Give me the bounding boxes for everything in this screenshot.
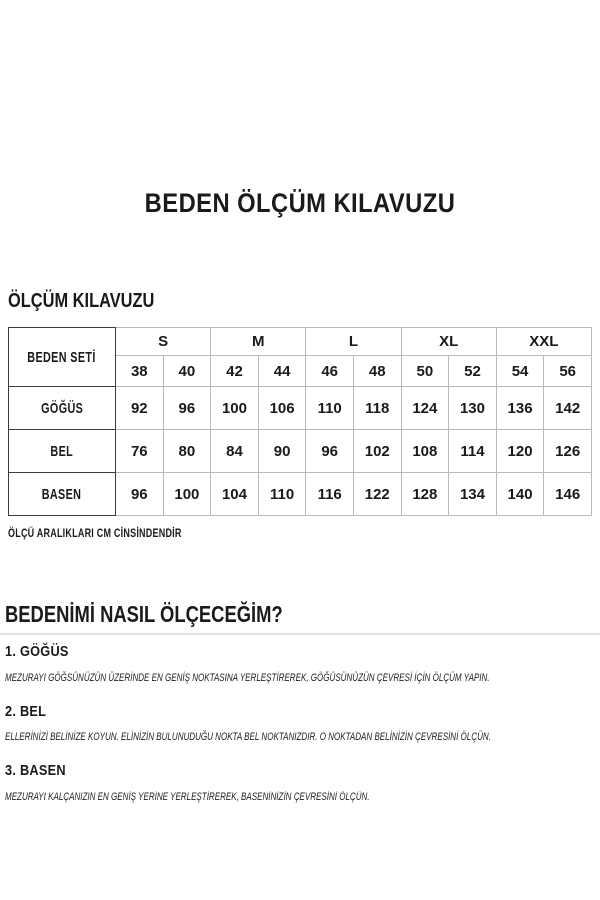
- measure-value-cell: 140: [496, 473, 544, 516]
- measure-value-cell: 104: [211, 473, 259, 516]
- table-row-size-letters: [9, 328, 592, 356]
- measure-value-cell: 130: [449, 387, 497, 430]
- size-cell: 54: [496, 356, 544, 387]
- measurement-guide-heading: ÖLÇÜM KILAVUZU: [8, 290, 155, 312]
- size-group-xl: XL: [401, 328, 496, 356]
- step-title-waist: 2. BEL: [5, 703, 47, 720]
- measure-value-cell: 100: [211, 387, 259, 430]
- size-cell: 46: [306, 356, 354, 387]
- table-row-chest: [9, 387, 592, 430]
- size-table: [8, 327, 592, 516]
- measure-value-cell: 120: [496, 430, 544, 473]
- measure-value-cell: 122: [353, 473, 401, 516]
- step-text-hips: MEZURAYI KALÇANIZIN EN GENİŞ YERİNE YERLEŞTİREREK, BASENİNİZİN ÇEVRESİNİ ÖLÇÜN.: [5, 791, 370, 803]
- how-to-measure-heading: BEDENİMİ NASIL ÖLÇECEĞİM?: [5, 601, 283, 627]
- size-cell: 40: [163, 356, 211, 387]
- measure-value-cell: 126: [544, 430, 592, 473]
- size-group-m: M: [211, 328, 306, 356]
- measure-value-cell: 96: [116, 473, 164, 516]
- step-title-hips: 3. BASEN: [5, 762, 66, 779]
- row-label-text: BASEN: [42, 485, 82, 503]
- measure-value-cell: 84: [211, 430, 259, 473]
- measure-value-cell: 80: [163, 430, 211, 473]
- measure-value-cell: 136: [496, 387, 544, 430]
- section-divider: [0, 633, 600, 635]
- size-cell: 50: [401, 356, 449, 387]
- table-row-hips: [9, 473, 592, 516]
- measure-value-cell: 92: [116, 387, 164, 430]
- size-group-s: S: [116, 328, 211, 356]
- page-title: BEDEN ÖLÇÜM KILAVUZU: [144, 188, 456, 218]
- table-row-waist: [9, 430, 592, 473]
- size-cell: 48: [353, 356, 401, 387]
- measure-value-cell: 116: [306, 473, 354, 516]
- measure-value-cell: 100: [163, 473, 211, 516]
- measure-value-cell: 128: [401, 473, 449, 516]
- measure-value-cell: 118: [353, 387, 401, 430]
- corner-label: BEDEN SETİ: [27, 348, 97, 366]
- size-group-xxl: XXL: [496, 328, 591, 356]
- size-cell: 42: [211, 356, 259, 387]
- measure-row-label: [9, 430, 116, 473]
- measure-value-cell: 134: [449, 473, 497, 516]
- measure-value-cell: 110: [258, 473, 306, 516]
- measure-value-cell: 76: [116, 430, 164, 473]
- measure-row-label: [9, 387, 116, 430]
- unit-note: ÖLÇÜ ARALIKLARI CM CİNSİNDENDİR: [8, 526, 182, 540]
- table-corner-header: [9, 328, 116, 387]
- measure-value-cell: 106: [258, 387, 306, 430]
- measure-value-cell: 96: [306, 430, 354, 473]
- measure-value-cell: 142: [544, 387, 592, 430]
- step-title-chest: 1. GÖĞÜS: [5, 643, 69, 660]
- size-cell: 44: [258, 356, 306, 387]
- measure-value-cell: 124: [401, 387, 449, 430]
- row-label-text: GÖĞÜS: [40, 399, 84, 417]
- measure-value-cell: 114: [449, 430, 497, 473]
- size-cell: 52: [449, 356, 497, 387]
- size-group-l: L: [306, 328, 401, 356]
- row-label-text: BEL: [50, 442, 74, 460]
- size-cell: 56: [544, 356, 592, 387]
- measure-value-cell: 102: [353, 430, 401, 473]
- step-text-waist: ELLERİNİZİ BELİNİZE KOYUN. ELİNİZİN BULUNUDUĞU NOKTA BEL NOKTANIZDIR. O NOKTADAN BELİNİZİN ÇEVRESİNİ ÖLÇÜN.: [5, 731, 491, 743]
- measure-value-cell: 90: [258, 430, 306, 473]
- measure-row-label: [9, 473, 116, 516]
- measure-value-cell: 108: [401, 430, 449, 473]
- step-text-chest: MEZURAYI GÖĞSÜNÜZÜN ÜZERİNDE EN GENİŞ NOKTASINA YERLEŞTİREREK, GÖĞÜSÜNÜZÜN ÇEVRESİ İÇİN ÖLÇÜM YAPIN.: [5, 672, 490, 684]
- measure-value-cell: 96: [163, 387, 211, 430]
- measure-value-cell: 146: [544, 473, 592, 516]
- measure-value-cell: 110: [306, 387, 354, 430]
- size-cell: 38: [116, 356, 164, 387]
